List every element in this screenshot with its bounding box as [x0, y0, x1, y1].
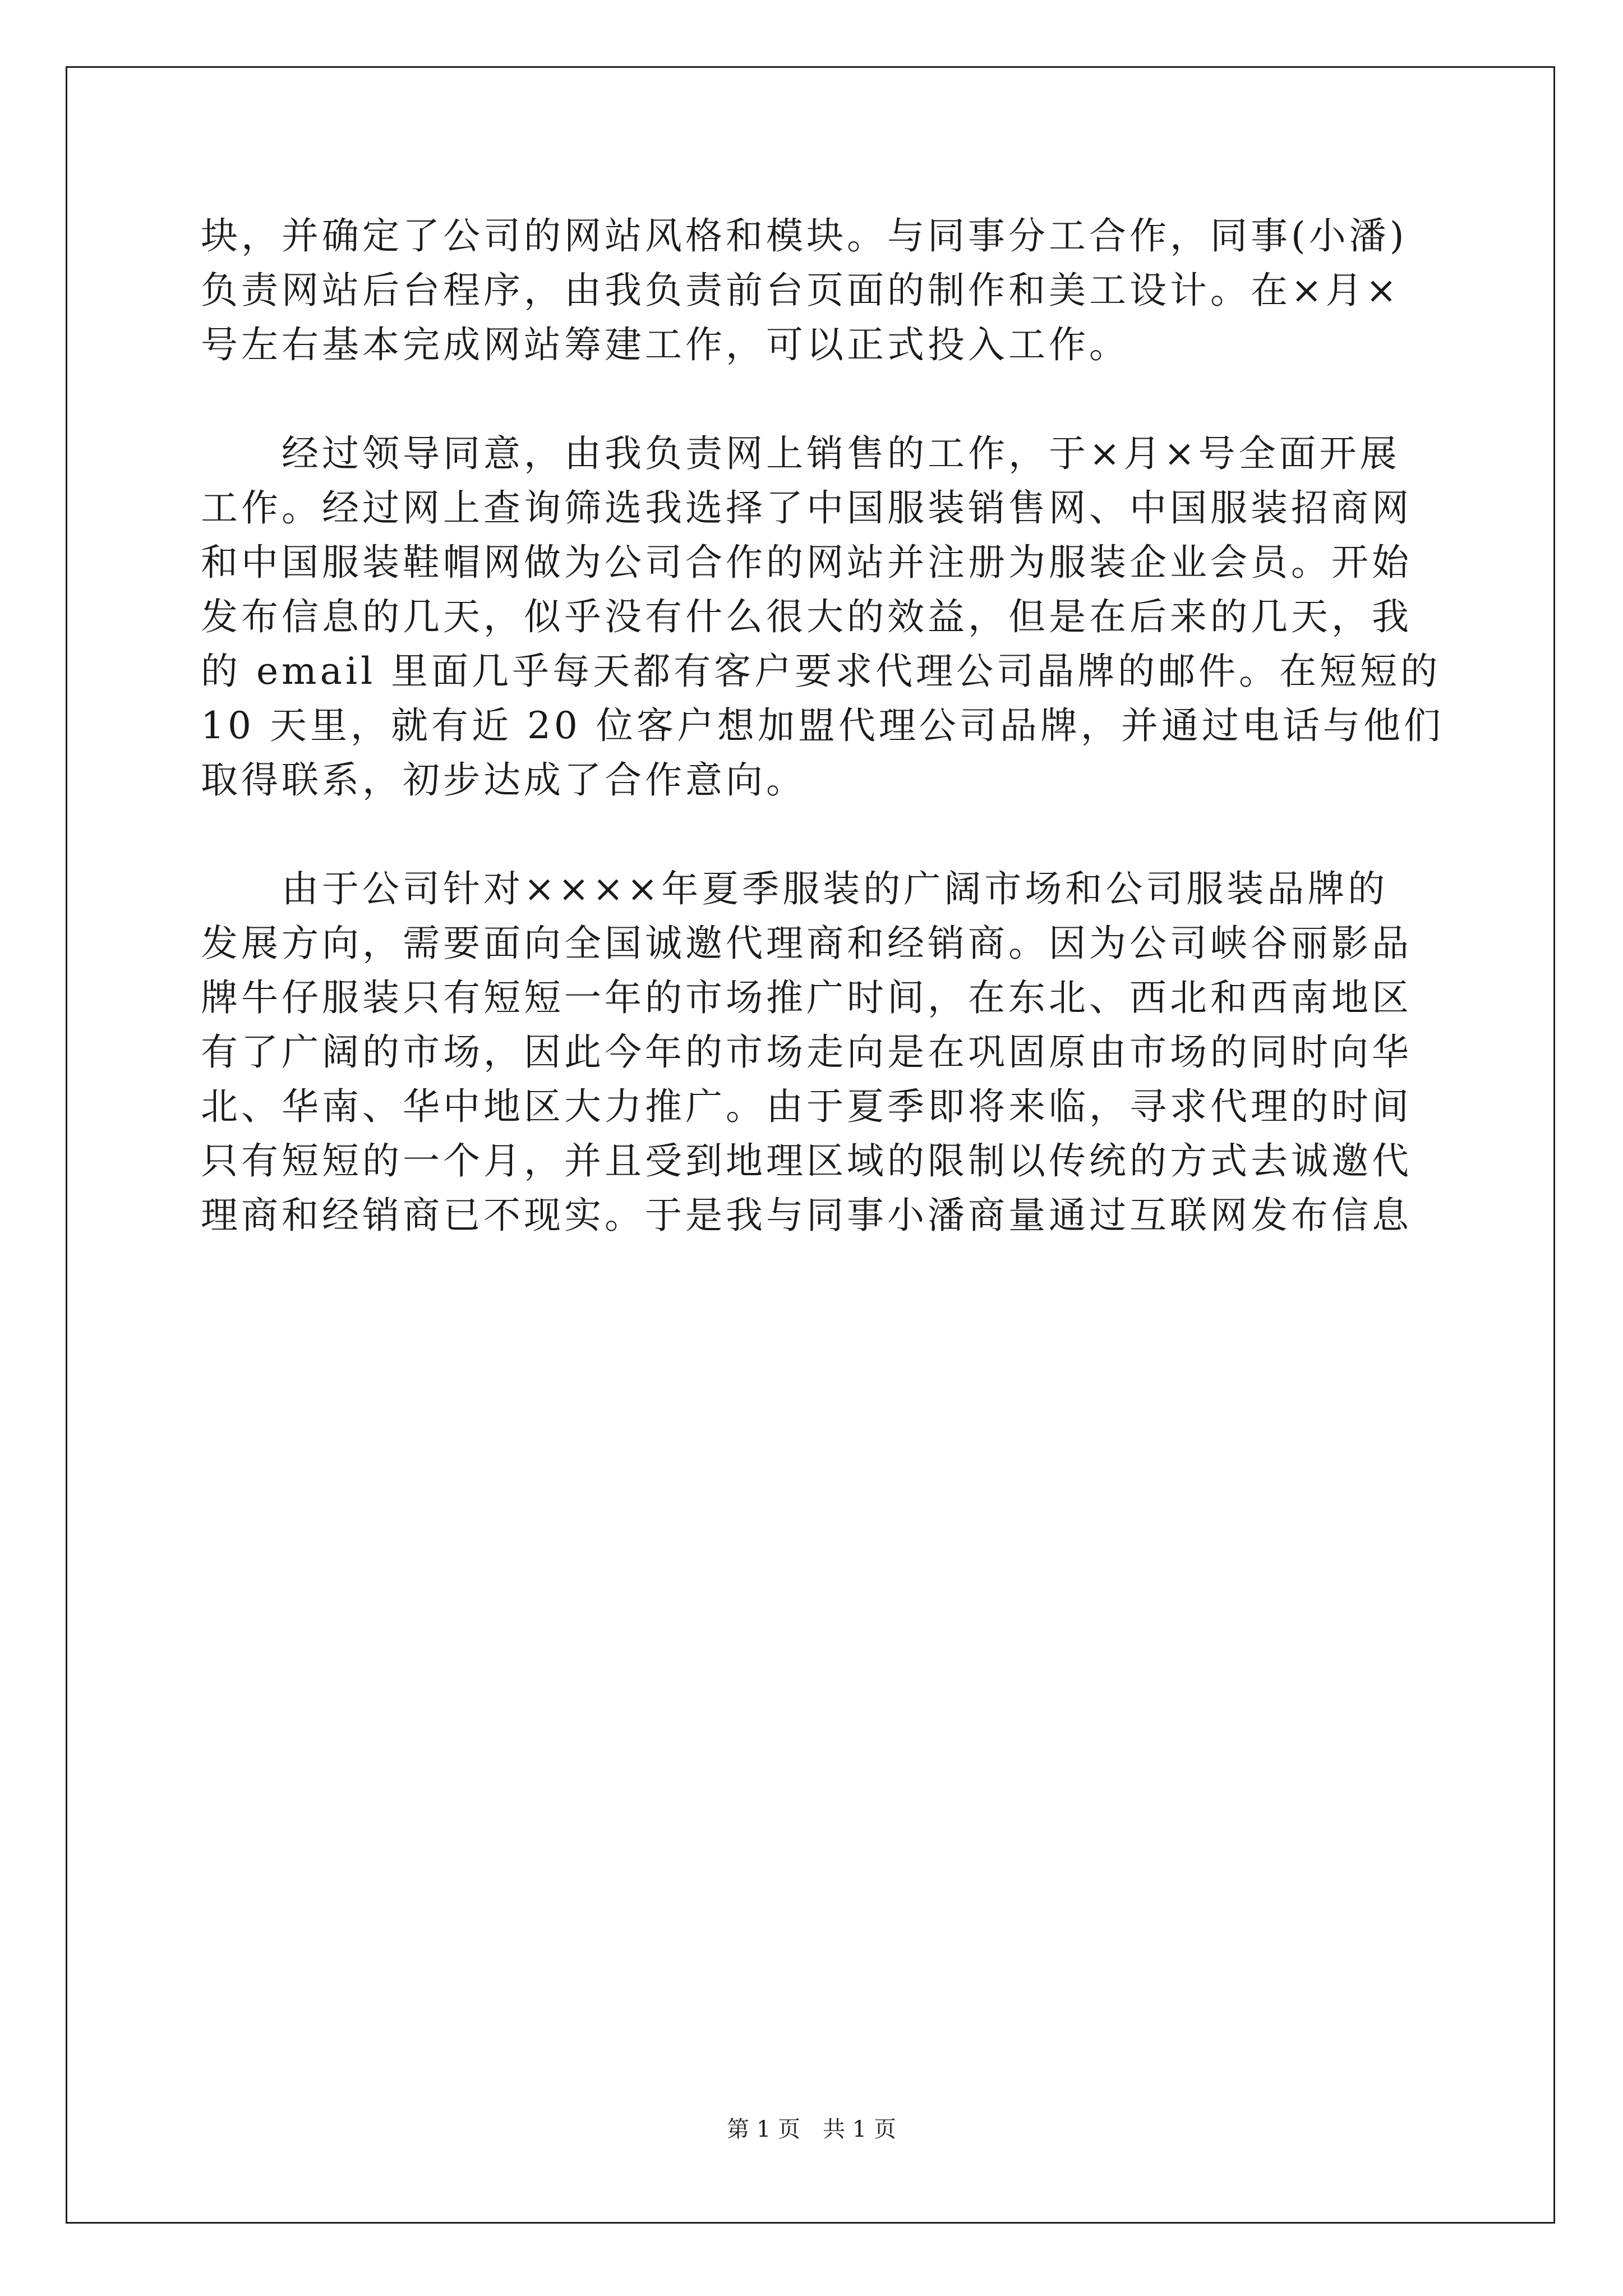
page-footer — [0, 2111, 1623, 2143]
text-line: 发布信息的几天，似乎没有什么很大的效益，但是在后来的几天，我 — [201, 595, 1412, 638]
text-line: 工作。经过网上查询筛选我选择了中国服装销售网、中国服装招商网 — [201, 486, 1412, 530]
page-total: 共 1 页 — [823, 2116, 896, 2142]
text-line: 经过领导同意，由我负责网上销售的工作，于×月×号全面开展 — [282, 432, 1400, 475]
text-line: 只有短短的一个月，并且受到地理区域的限制以传统的方式去诚邀代 — [201, 1139, 1412, 1182]
paragraph-3 — [201, 862, 1424, 1243]
text-line: 有了广阔的市场，因此今年的市场走向是在巩固原由市场的同时向华 — [201, 1030, 1412, 1074]
text-line: 由于公司针对××××年夏季服装的广阔市场和公司服装品牌的 — [282, 867, 1389, 910]
document-body — [201, 209, 1444, 1243]
text-line: 理商和经销商已不现实。于是我与同事小潘商量通过互联网发布信息 — [201, 1194, 1412, 1237]
text-line: 号左右基本完成网站筹建工作，可以正式投入工作。 — [201, 323, 1129, 366]
paragraph-2 — [201, 426, 1444, 807]
text-line: 发展方向，需要面向全国诚邀代理商和经销商。因为公司峡谷丽影品 — [201, 922, 1412, 965]
text-line: 负责网站后台程序，由我负责前台页面的制作和美工设计。在×月× — [201, 269, 1400, 312]
text-line: 的 email 里面几乎每天都有客户要求代理公司晶牌的邮件。在短短的 — [201, 650, 1441, 693]
text-line: 北、华南、华中地区大力推广。由于夏季即将来临，寻求代理的时间 — [201, 1085, 1412, 1128]
text-line: 块，并确定了公司的网站风格和模块。与同事分工合作，同事(小潘) — [201, 214, 1408, 257]
text-line: 和中国服装鞋帽网做为公司合作的网站并注册为服装企业会员。开始 — [201, 541, 1412, 584]
paragraph-gap — [201, 372, 1424, 426]
text-line: 10 天里，就有近 20 位客户想加盟代理公司品牌，并通过电话与他们 — [201, 704, 1444, 747]
text-line: 牌牛仔服装只有短短一年的市场推广时间，在东北、西北和西南地区 — [201, 976, 1412, 1019]
page-number: 第 1 页 — [727, 2116, 800, 2142]
paragraph-gap — [201, 807, 1424, 862]
text-line: 取得联系，初步达成了合作意向。 — [201, 758, 806, 802]
paragraph-1 — [201, 209, 1424, 372]
